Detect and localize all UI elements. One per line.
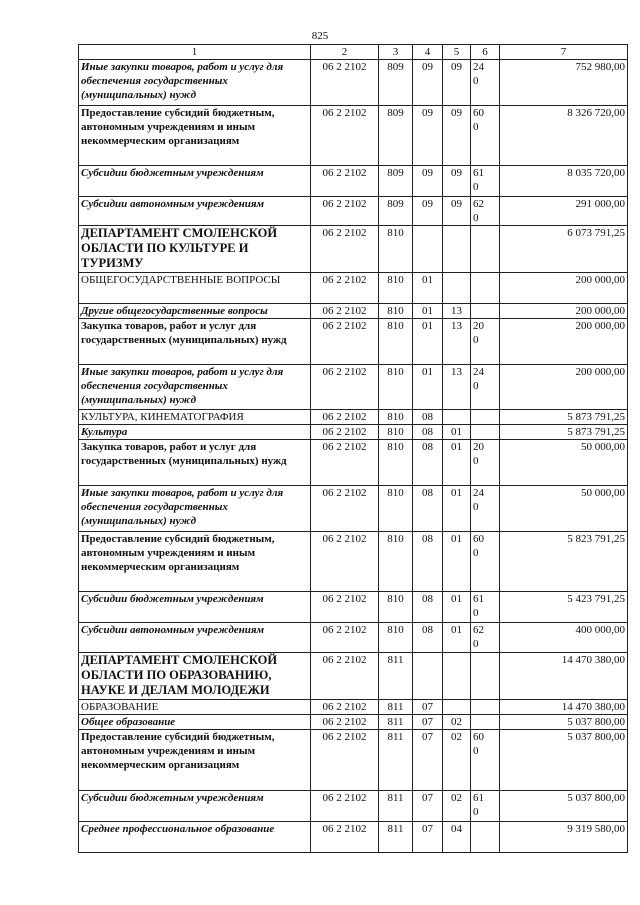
section-code bbox=[413, 226, 443, 273]
section-code: 09 bbox=[413, 106, 443, 166]
department-code: 810 bbox=[379, 425, 413, 440]
department-code: 810 bbox=[379, 226, 413, 273]
row-name: КУЛЬТУРА, КИНЕМАТОГРАФИЯ bbox=[79, 410, 311, 425]
subsection-code bbox=[443, 700, 471, 715]
department-code: 811 bbox=[379, 730, 413, 791]
expense-type-code bbox=[471, 273, 500, 304]
row-name: Предоставление субсидий бюджетным, автономным учреждениям и иным некоммерческим организациям bbox=[79, 730, 311, 791]
amount-value: 9 319 580,00 bbox=[500, 822, 628, 853]
row-name: ОБЩЕГОСУДАРСТВЕННЫЕ ВОПРОСЫ bbox=[79, 273, 311, 304]
section-code: 09 bbox=[413, 60, 443, 106]
department-code: 810 bbox=[379, 440, 413, 486]
amount-value: 200 000,00 bbox=[500, 304, 628, 319]
table-row bbox=[79, 410, 628, 425]
row-name: Иные закупки товаров, работ и услуг для обеспечения государственных (муниципальных) нужд bbox=[79, 486, 311, 532]
department-code: 810 bbox=[379, 273, 413, 304]
column-header: 7 bbox=[500, 45, 628, 60]
expense-type-text: 610 bbox=[473, 167, 484, 193]
column-header: 2 bbox=[311, 45, 379, 60]
section-code: 08 bbox=[413, 592, 443, 623]
amount-value: 291 000,00 bbox=[500, 197, 628, 226]
target-article-code: 06 2 2102 bbox=[311, 715, 379, 730]
expense-type-code bbox=[471, 106, 500, 166]
column-header: 6 bbox=[471, 45, 500, 60]
target-article-code: 06 2 2102 bbox=[311, 623, 379, 653]
expense-type-code bbox=[471, 60, 500, 106]
section-code: 08 bbox=[413, 425, 443, 440]
target-article-code: 06 2 2102 bbox=[311, 425, 379, 440]
expense-type-text: 600 bbox=[473, 731, 484, 757]
column-header: 3 bbox=[379, 45, 413, 60]
section-code: 01 bbox=[413, 273, 443, 304]
table-row bbox=[79, 653, 628, 700]
department-code: 810 bbox=[379, 486, 413, 532]
amount-value: 200 000,00 bbox=[500, 273, 628, 304]
department-code: 811 bbox=[379, 715, 413, 730]
expense-type-code bbox=[471, 715, 500, 730]
table-row bbox=[79, 700, 628, 715]
page-number: 825 bbox=[311, 30, 329, 42]
expense-type-text: 620 bbox=[473, 624, 484, 650]
table-row bbox=[79, 319, 628, 365]
table-row bbox=[79, 532, 628, 592]
target-article-code: 06 2 2102 bbox=[311, 700, 379, 715]
row-name: Другие общегосударственные вопросы bbox=[79, 304, 311, 319]
table-row bbox=[79, 440, 628, 486]
row-name: Закупка товаров, работ и услуг для государственных (муниципальных) нужд bbox=[79, 319, 311, 365]
row-name: ДЕПАРТАМЕНТ СМОЛЕНСКОЙ ОБЛАСТИ ПО КУЛЬТУРЕ И ТУРИЗМУ bbox=[79, 226, 311, 273]
target-article-code: 06 2 2102 bbox=[311, 197, 379, 226]
amount-value: 8 035 720,00 bbox=[500, 166, 628, 197]
expense-type-code bbox=[471, 486, 500, 532]
expense-type-code bbox=[471, 592, 500, 623]
table-row bbox=[79, 166, 628, 197]
department-code: 811 bbox=[379, 822, 413, 853]
table-row bbox=[79, 425, 628, 440]
amount-value: 14 470 380,00 bbox=[500, 653, 628, 700]
table-row bbox=[79, 715, 628, 730]
row-name: Субсидии автономным учреждениям bbox=[79, 197, 311, 226]
row-name: Предоставление субсидий бюджетным, автономным учреждениям и иным некоммерческим организациям bbox=[79, 532, 311, 592]
expense-type-text: 200 bbox=[473, 441, 484, 467]
subsection-code: 01 bbox=[443, 532, 471, 592]
expense-type-text: 600 bbox=[473, 533, 484, 559]
table-row bbox=[79, 486, 628, 532]
subsection-code: 13 bbox=[443, 304, 471, 319]
department-code: 811 bbox=[379, 700, 413, 715]
expense-type-code bbox=[471, 440, 500, 486]
subsection-code: 02 bbox=[443, 715, 471, 730]
department-code: 810 bbox=[379, 365, 413, 410]
section-code: 07 bbox=[413, 791, 443, 822]
subsection-code: 09 bbox=[443, 197, 471, 226]
amount-value: 5 037 800,00 bbox=[500, 730, 628, 791]
table-row bbox=[79, 822, 628, 853]
department-code: 810 bbox=[379, 304, 413, 319]
target-article-code: 06 2 2102 bbox=[311, 730, 379, 791]
subsection-code: 01 bbox=[443, 425, 471, 440]
section-code: 09 bbox=[413, 166, 443, 197]
table-body bbox=[79, 60, 628, 853]
subsection-code: 01 bbox=[443, 486, 471, 532]
expense-type-code bbox=[471, 166, 500, 197]
expense-type-code bbox=[471, 700, 500, 715]
section-code: 01 bbox=[413, 304, 443, 319]
subsection-code: 02 bbox=[443, 730, 471, 791]
table-row bbox=[79, 623, 628, 653]
section-code: 08 bbox=[413, 532, 443, 592]
expense-type-code bbox=[471, 304, 500, 319]
expense-type-text: 620 bbox=[473, 198, 484, 224]
expense-type-code bbox=[471, 319, 500, 365]
section-code: 01 bbox=[413, 365, 443, 410]
column-header: 1 bbox=[79, 45, 311, 60]
department-code: 809 bbox=[379, 106, 413, 166]
table-row bbox=[79, 226, 628, 273]
amount-value: 14 470 380,00 bbox=[500, 700, 628, 715]
row-name: Субсидии бюджетным учреждениям bbox=[79, 166, 311, 197]
expense-type-code bbox=[471, 410, 500, 425]
target-article-code: 06 2 2102 bbox=[311, 791, 379, 822]
table-row bbox=[79, 60, 628, 106]
amount-value: 200 000,00 bbox=[500, 319, 628, 365]
department-code: 809 bbox=[379, 166, 413, 197]
row-name: Субсидии бюджетным учреждениям bbox=[79, 791, 311, 822]
target-article-code: 06 2 2102 bbox=[311, 592, 379, 623]
expense-type-code bbox=[471, 197, 500, 226]
amount-value: 50 000,00 bbox=[500, 440, 628, 486]
target-article-code: 06 2 2102 bbox=[311, 653, 379, 700]
expense-type-code bbox=[471, 822, 500, 853]
row-name: Культура bbox=[79, 425, 311, 440]
department-code: 809 bbox=[379, 60, 413, 106]
subsection-code: 04 bbox=[443, 822, 471, 853]
expense-type-text: 240 bbox=[473, 487, 484, 513]
subsection-code bbox=[443, 226, 471, 273]
row-name: Закупка товаров, работ и услуг для государственных (муниципальных) нужд bbox=[79, 440, 311, 486]
expense-type-text: 240 bbox=[473, 61, 484, 87]
table-row bbox=[79, 592, 628, 623]
amount-value: 5 823 791,25 bbox=[500, 532, 628, 592]
section-code: 08 bbox=[413, 486, 443, 532]
table-row bbox=[79, 730, 628, 791]
expense-type-code bbox=[471, 365, 500, 410]
department-code: 811 bbox=[379, 791, 413, 822]
target-article-code: 06 2 2102 bbox=[311, 273, 379, 304]
expense-type-code bbox=[471, 653, 500, 700]
expense-type-code bbox=[471, 532, 500, 592]
amount-value: 50 000,00 bbox=[500, 486, 628, 532]
row-name: Субсидии бюджетным учреждениям bbox=[79, 592, 311, 623]
section-code: 08 bbox=[413, 410, 443, 425]
expense-type-code bbox=[471, 791, 500, 822]
target-article-code: 06 2 2102 bbox=[311, 410, 379, 425]
row-name: Иные закупки товаров, работ и услуг для обеспечения государственных (муниципальных) нужд bbox=[79, 365, 311, 410]
table-row bbox=[79, 365, 628, 410]
table-row bbox=[79, 304, 628, 319]
target-article-code: 06 2 2102 bbox=[311, 440, 379, 486]
column-header: 5 bbox=[443, 45, 471, 60]
expense-type-text: 610 bbox=[473, 593, 484, 619]
row-name: ОБРАЗОВАНИЕ bbox=[79, 700, 311, 715]
department-code: 810 bbox=[379, 532, 413, 592]
target-article-code: 06 2 2102 bbox=[311, 60, 379, 106]
subsection-code: 13 bbox=[443, 319, 471, 365]
amount-value: 752 980,00 bbox=[500, 60, 628, 106]
section-code: 07 bbox=[413, 700, 443, 715]
table-row bbox=[79, 106, 628, 166]
expense-type-code bbox=[471, 623, 500, 653]
row-name: Предоставление субсидий бюджетным, автономным учреждениям и иным некоммерческим организациям bbox=[79, 106, 311, 166]
subsection-code: 01 bbox=[443, 592, 471, 623]
target-article-code: 06 2 2102 bbox=[311, 822, 379, 853]
subsection-code: 13 bbox=[443, 365, 471, 410]
section-code: 08 bbox=[413, 623, 443, 653]
column-header: 4 bbox=[413, 45, 443, 60]
department-code: 809 bbox=[379, 197, 413, 226]
expense-type-code bbox=[471, 226, 500, 273]
department-code: 811 bbox=[379, 653, 413, 700]
target-article-code: 06 2 2102 bbox=[311, 319, 379, 365]
row-name: Среднее профессиональное образование bbox=[79, 822, 311, 853]
amount-value: 200 000,00 bbox=[500, 365, 628, 410]
row-name: ДЕПАРТАМЕНТ СМОЛЕНСКОЙ ОБЛАСТИ ПО ОБРАЗОВАНИЮ, НАУКЕ И ДЕЛАМ МОЛОДЕЖИ bbox=[79, 653, 311, 700]
department-code: 810 bbox=[379, 319, 413, 365]
section-code: 09 bbox=[413, 197, 443, 226]
section-code: 07 bbox=[413, 715, 443, 730]
expense-type-text: 240 bbox=[473, 366, 484, 392]
section-code: 07 bbox=[413, 822, 443, 853]
table-row bbox=[79, 791, 628, 822]
section-code: 07 bbox=[413, 730, 443, 791]
expense-type-text: 200 bbox=[473, 320, 484, 346]
expense-type-text: 610 bbox=[473, 792, 484, 818]
row-name: Общее образование bbox=[79, 715, 311, 730]
row-name: Иные закупки товаров, работ и услуг для обеспечения государственных (муниципальных) нужд bbox=[79, 60, 311, 106]
section-code: 08 bbox=[413, 440, 443, 486]
table-row bbox=[79, 273, 628, 304]
department-code: 810 bbox=[379, 623, 413, 653]
subsection-code bbox=[443, 273, 471, 304]
target-article-code: 06 2 2102 bbox=[311, 365, 379, 410]
section-code: 01 bbox=[413, 319, 443, 365]
subsection-code: 01 bbox=[443, 623, 471, 653]
target-article-code: 06 2 2102 bbox=[311, 304, 379, 319]
amount-value: 6 073 791,25 bbox=[500, 226, 628, 273]
subsection-code bbox=[443, 653, 471, 700]
amount-value: 5 037 800,00 bbox=[500, 791, 628, 822]
section-code bbox=[413, 653, 443, 700]
subsection-code: 02 bbox=[443, 791, 471, 822]
amount-value: 5 423 791,25 bbox=[500, 592, 628, 623]
column-number-row bbox=[79, 45, 628, 60]
amount-value: 5 873 791,25 bbox=[500, 410, 628, 425]
target-article-code: 06 2 2102 bbox=[311, 532, 379, 592]
target-article-code: 06 2 2102 bbox=[311, 486, 379, 532]
subsection-code bbox=[443, 410, 471, 425]
expense-type-code bbox=[471, 425, 500, 440]
department-code: 810 bbox=[379, 410, 413, 425]
target-article-code: 06 2 2102 bbox=[311, 226, 379, 273]
expense-type-code bbox=[471, 730, 500, 791]
amount-value: 8 326 720,00 bbox=[500, 106, 628, 166]
amount-value: 400 000,00 bbox=[500, 623, 628, 653]
target-article-code: 06 2 2102 bbox=[311, 166, 379, 197]
subsection-code: 01 bbox=[443, 440, 471, 486]
department-code: 810 bbox=[379, 592, 413, 623]
amount-value: 5 037 800,00 bbox=[500, 715, 628, 730]
subsection-code: 09 bbox=[443, 60, 471, 106]
amount-value: 5 873 791,25 bbox=[500, 425, 628, 440]
expense-type-text: 600 bbox=[473, 107, 484, 133]
table-row bbox=[79, 197, 628, 226]
row-name: Субсидии автономным учреждениям bbox=[79, 623, 311, 653]
subsection-code: 09 bbox=[443, 106, 471, 166]
budget-table bbox=[78, 44, 628, 853]
target-article-code: 06 2 2102 bbox=[311, 106, 379, 166]
subsection-code: 09 bbox=[443, 166, 471, 197]
